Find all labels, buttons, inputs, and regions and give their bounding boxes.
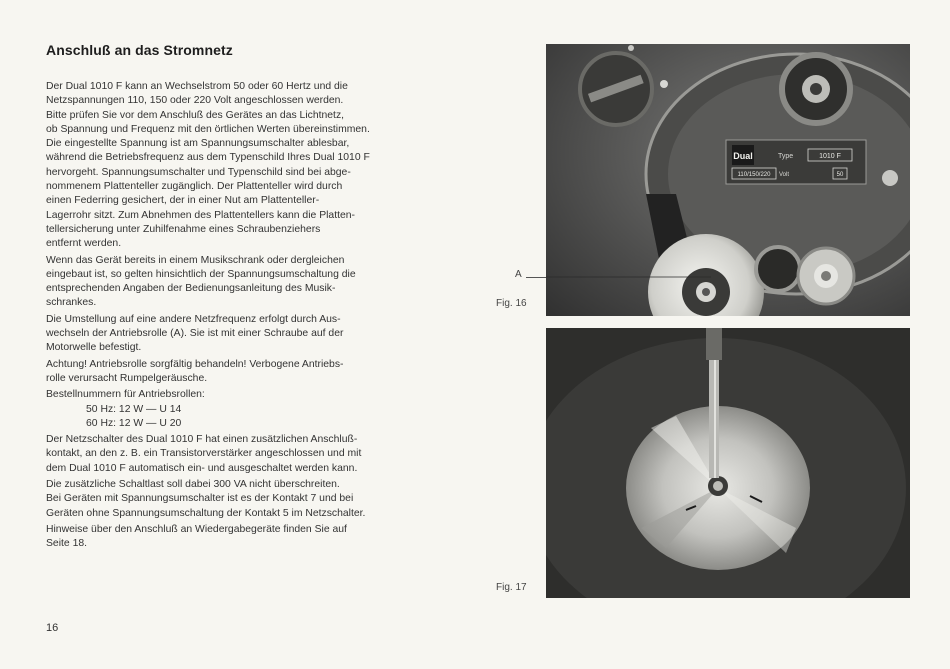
text-line: einen Federring gesichert, der in einer Nut am Plattenteller- bbox=[46, 195, 320, 207]
paragraph-3 bbox=[46, 313, 464, 356]
nameplate-volt-label: Volt bbox=[779, 172, 790, 178]
text-line: Seite 18. bbox=[46, 538, 88, 550]
figure-16-photo bbox=[546, 44, 910, 316]
text-line: Bestellnummern für Antriebsrollen: bbox=[46, 389, 205, 401]
order-number-line: 60 Hz: 12 W — U 20 bbox=[86, 417, 182, 429]
text-line: hervorgeht. Spannungsumschalter und Typenschild sind bei abge- bbox=[46, 166, 351, 178]
text-line: nommenem Plattenteller zugänglich. Der Plattenteller wird durch bbox=[46, 181, 343, 193]
text-line: entsprechenden Angaben der Bedienungsanleitung des Musik- bbox=[46, 283, 336, 295]
nameplate-freq-value: 50 bbox=[836, 172, 844, 178]
text-line: Die Umstellung auf eine andere Netzfrequenz erfolgt durch Aus- bbox=[46, 313, 341, 325]
nameplate-type-label: Type bbox=[778, 153, 794, 160]
body-text bbox=[46, 80, 464, 554]
text-line: Wenn das Gerät bereits in einem Musikschrank oder dergleichen bbox=[46, 254, 345, 266]
text-line: Der Netzschalter des Dual 1010 F hat einen zusätzlichen Anschluß- bbox=[46, 434, 358, 446]
text-line: Die zusätzliche Schaltlast soll dabei 300 VA nicht überschreiten. bbox=[46, 479, 340, 491]
nameplate-voltage: 110/150/220 bbox=[737, 172, 771, 178]
figure-17-label: Fig. 17 bbox=[496, 582, 527, 593]
text-line: Die eingestellte Spannung ist am Spannungsumschalter ablesbar, bbox=[46, 138, 350, 150]
platter-spindle-image bbox=[546, 328, 910, 598]
paragraph-8 bbox=[46, 523, 464, 552]
text-line: tellersicherung unter Zuhilfenahme eines Schraubenziehers bbox=[46, 223, 321, 235]
paragraph-5 bbox=[46, 388, 464, 431]
paragraph-4 bbox=[46, 358, 464, 387]
text-line: Geräten ohne Spannungsumschaltung der Kontakt 5 im Netzschalter. bbox=[46, 507, 366, 519]
text-line: eingebaut ist, so gelten hinsichtlich der Spannungsumschaltung die bbox=[46, 268, 356, 280]
order-number-line: 50 Hz: 12 W — U 14 bbox=[86, 403, 182, 415]
nameplate-brand: Dual bbox=[733, 151, 753, 161]
figure-16-label: Fig. 16 bbox=[496, 298, 527, 309]
text-line: Lagerrohr sitzt. Zum Abnehmen des Plattentellers kann die Platten- bbox=[46, 209, 355, 221]
paragraph-7 bbox=[46, 478, 464, 521]
text-line: entfernt werden. bbox=[46, 238, 122, 250]
text-line: Hinweise über den Anschluß an Wiedergabegeräte finden Sie auf bbox=[46, 523, 347, 535]
text-line: Bei Geräten mit Spannungsumschalter ist es der Kontakt 7 und bei bbox=[46, 493, 354, 505]
turntable-chassis-image bbox=[546, 44, 910, 316]
paragraph-6 bbox=[46, 433, 464, 476]
text-line: kontakt, an den z. B. ein Transistorverstärker angeschlossen und mit bbox=[46, 448, 362, 460]
text-line: Achtung! Antriebsrolle sorgfältig behandeln! Verbogene Antriebs- bbox=[46, 358, 344, 370]
nameplate-type-value: 1010 F bbox=[819, 153, 841, 160]
text-line: rolle verursacht Rumpelgeräusche. bbox=[46, 372, 208, 384]
callout-label-a: A bbox=[515, 269, 522, 280]
paragraph-2 bbox=[46, 254, 464, 311]
text-line: ob Spannung und Frequenz mit den örtlichen Werten übereinstimmen. bbox=[46, 123, 370, 135]
text-line: schrankes. bbox=[46, 297, 97, 309]
text-line: während die Betriebsfrequenz aus dem Typenschild Ihres Dual 1010 F bbox=[46, 152, 370, 164]
callout-leader-line bbox=[526, 277, 546, 278]
text-line: Bitte prüfen Sie vor dem Anschluß des Gerätes an das Lichtnetz, bbox=[46, 109, 345, 121]
figure-17-photo bbox=[546, 328, 910, 598]
page-number: 16 bbox=[46, 622, 59, 634]
text-line: Netzspannungen 110, 150 oder 220 Volt angeschlossen werden. bbox=[46, 95, 344, 107]
text-line: Der Dual 1010 F kann an Wechselstrom 50 oder 60 Hertz und die bbox=[46, 81, 348, 92]
text-line: Motorwelle befestigt. bbox=[46, 342, 142, 354]
page-heading: Anschluß an das Stromnetz bbox=[46, 42, 233, 58]
paragraph-1 bbox=[46, 80, 464, 252]
text-line: wechseln der Antriebsrolle (A). Sie ist mit einer Schraube auf der bbox=[46, 328, 344, 340]
text-line: dem Dual 1010 F automatisch ein- und ausgeschaltet werden kann. bbox=[46, 462, 358, 474]
